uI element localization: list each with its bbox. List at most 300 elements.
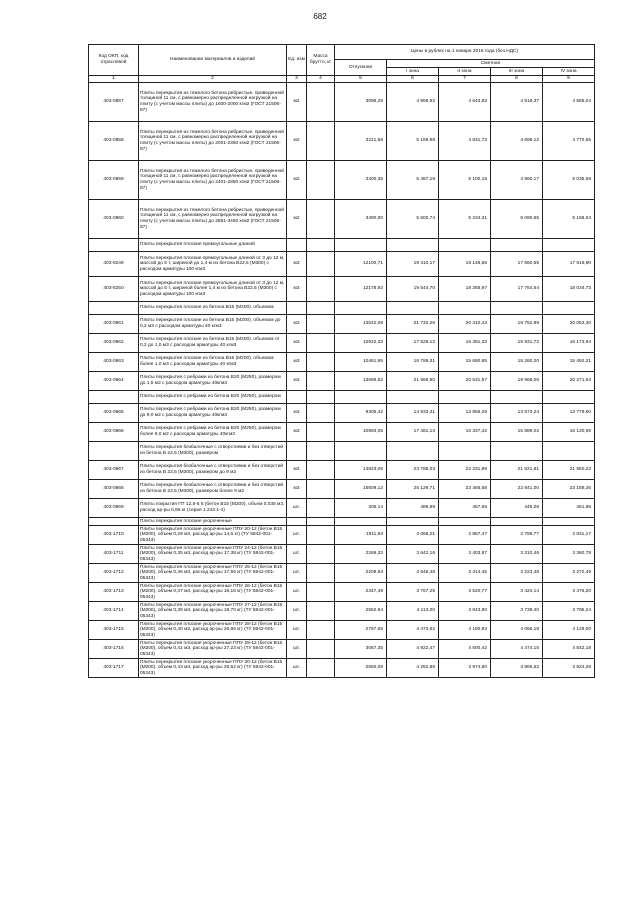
row-zone-4-price: 4 770,55 [543, 122, 595, 161]
row-release-price: 2562,94 [335, 602, 387, 621]
row-code: 403-1717 [89, 659, 139, 678]
row-zone-3-price: 3 738,40 [491, 602, 543, 621]
row-release-price: 13542,08 [335, 315, 387, 334]
row-zone-3-price: 4 518,37 [491, 83, 543, 122]
row-zone-3-price: 3 223,48 [491, 564, 543, 583]
table-row [89, 640, 595, 659]
row-code: 403-0864 [89, 372, 139, 391]
table-row [89, 564, 595, 583]
row-mass [307, 499, 335, 518]
row-zone-3-price: 15 260,20 [491, 353, 543, 372]
row-zone-4-price: 451,85 [543, 499, 595, 518]
row-unit: м3 [287, 480, 307, 499]
row-zone-4-price: 23 188,26 [543, 480, 595, 499]
row-zone-2-price: 15 690,85 [439, 353, 491, 372]
row-zone-4-price: 20 053,30 [543, 315, 595, 334]
header-zone-3: III зона [491, 68, 543, 76]
row-zone-2-price: 18 265,97 [439, 277, 491, 302]
row-code: 403-1716 [89, 640, 139, 659]
row-zone-4-price [543, 302, 595, 315]
row-zone-4-price [543, 442, 595, 461]
row-release-price: 12100,71 [335, 252, 387, 277]
row-zone-2-price: 457,65 [439, 499, 491, 518]
row-zone-3-price: 19 752,99 [491, 315, 543, 334]
row-unit: м3 [287, 353, 307, 372]
row-code: 403-8250 [89, 277, 139, 302]
row-zone-3-price: 4 699,12 [491, 122, 543, 161]
row-zone-4-price: 3 924,28 [543, 659, 595, 678]
row-mass [307, 526, 335, 545]
table-row [89, 83, 595, 122]
row-zone-2-price: 22 231,98 [439, 461, 491, 480]
row-zone-2-price: 20 310,43 [439, 315, 491, 334]
column-number: 6 [387, 76, 439, 83]
row-zone-3-price [491, 302, 543, 315]
row-mass [307, 391, 335, 404]
row-unit: м3 [287, 423, 307, 442]
column-number: 9 [543, 76, 595, 83]
row-zone-3-price: 4 474,15 [491, 640, 543, 659]
row-code [89, 239, 139, 252]
row-release-price [335, 302, 387, 315]
table-row [89, 545, 595, 564]
row-mass [307, 423, 335, 442]
row-code: 403-0859 [89, 161, 139, 200]
table-row [89, 621, 595, 640]
row-code: 403-0858 [89, 122, 139, 161]
row-release-price: 12178,92 [335, 277, 387, 302]
row-zone-1-price: 3 546,48 [387, 564, 439, 583]
row-zone-4-price: 4 585,04 [543, 83, 595, 122]
table-row [89, 404, 595, 423]
row-zone-2-price: 16 381,33 [439, 334, 491, 353]
group-header-row [89, 442, 595, 461]
row-mass [307, 353, 335, 372]
table-row [89, 602, 595, 621]
row-release-price: 3490,00 [335, 200, 387, 239]
row-code: 403-0863 [89, 353, 139, 372]
header-estimate-price: Сметная [387, 60, 595, 68]
row-release-price: 2269,33 [335, 545, 387, 564]
row-unit: шт. [287, 602, 307, 621]
row-zone-3-price: 3 310,46 [491, 545, 543, 564]
row-zone-4-price: 5 035,58 [543, 161, 595, 200]
row-mass [307, 564, 335, 583]
row-zone-2-price: 3 520,77 [439, 583, 491, 602]
row-zone-1-price: 5 457,19 [387, 161, 439, 200]
row-unit: шт. [287, 583, 307, 602]
row-name: Плиты перекрытия плоские укороченные ППУ 24-12 (бетон В15 (М200), объем 0,35 м3, расход ар-ры 17,38 кг) (ТУ 5842-001-05343) [139, 545, 287, 564]
row-code: 403-0865 [89, 404, 139, 423]
table-row [89, 499, 595, 518]
row-code: 403-0857 [89, 83, 139, 122]
row-zone-2-price: 4 600,42 [439, 640, 491, 659]
row-release-price [335, 442, 387, 461]
row-mass [307, 621, 335, 640]
row-release-price: 3221,58 [335, 122, 387, 161]
row-zone-3-price: 3 424,14 [491, 583, 543, 602]
row-zone-1-price: 21 968,90 [387, 372, 439, 391]
row-mass [307, 602, 335, 621]
row-zone-1-price: 5 169,98 [387, 122, 439, 161]
header-zone-1: I зона [387, 68, 439, 76]
row-zone-3-price: 15 889,02 [491, 423, 543, 442]
row-zone-1-price: 4 473,62 [387, 621, 439, 640]
row-unit: м2 [287, 200, 307, 239]
row-name: Плиты перекрытия плоские прямоугольные длиной от 3 до 12 м, массой до 5 т, шириной до 1,4 м из бетона В22,5 (М300) с расходом арматуры 100 кгм3 [139, 252, 287, 277]
row-zone-2-price: 2 867,47 [439, 526, 491, 545]
row-mass [307, 83, 335, 122]
row-mass [307, 461, 335, 480]
row-unit: м2 [287, 161, 307, 200]
row-name: Плиты перекрытия безбалочные с отверстиями и без отверстий из бетона В 22,5 (М300), размером [139, 442, 287, 461]
column-number: 8 [491, 76, 543, 83]
row-unit: шт. [287, 659, 307, 678]
row-unit [287, 239, 307, 252]
row-zone-4-price: 20 271,64 [543, 372, 595, 391]
row-release-price: 10922,33 [335, 334, 387, 353]
row-zone-1-price: 17 528,12 [387, 334, 439, 353]
row-zone-2-price: 4 831,73 [439, 122, 491, 161]
row-name: Плиты перекрытия плоские укороченные ППУ 30-12 (бетон В15 (М200), объем 0,43 м3, расход ар-ры 28,52 кг) (ТУ 5842-001-05343) [139, 659, 287, 678]
row-release-price: 3067,35 [335, 640, 387, 659]
column-number: 2 [139, 76, 287, 83]
row-zone-3-price: 17 764,64 [491, 277, 543, 302]
row-zone-3-price [491, 442, 543, 461]
row-zone-3-price: 19 968,06 [491, 372, 543, 391]
row-release-price [335, 239, 387, 252]
row-zone-1-price: 3 642,16 [387, 545, 439, 564]
row-zone-1-price: 489,69 [387, 499, 439, 518]
row-zone-1-price: 19 544,70 [387, 277, 439, 302]
row-unit: шт. [287, 545, 307, 564]
column-number-row [89, 76, 595, 83]
row-zone-1-price [387, 518, 439, 526]
row-mass [307, 239, 335, 252]
row-unit: шт. [287, 640, 307, 659]
page-number: 682 [313, 12, 327, 21]
table-row [89, 252, 595, 277]
row-name: Плиты перекрытия с ребрами из бетона В20 (М250), размером до 1,5 м2 с расходом арматуры 40кгм3 [139, 372, 287, 391]
row-zone-4-price [543, 391, 595, 404]
row-code: 403-0866 [89, 423, 139, 442]
row-zone-3-price: 3 865,52 [491, 659, 543, 678]
header-zone-2: II зона [439, 68, 491, 76]
row-unit: шт. [287, 621, 307, 640]
row-code: 403-0860 [89, 200, 139, 239]
row-unit [287, 302, 307, 315]
row-zone-2-price: 18 148,66 [439, 252, 491, 277]
row-zone-4-price: 2 831,17 [543, 526, 595, 545]
row-zone-2-price [439, 302, 491, 315]
row-zone-4-price: 13 779,60 [543, 404, 595, 423]
row-mass [307, 302, 335, 315]
row-zone-3-price: 13 573,24 [491, 404, 543, 423]
row-zone-4-price [543, 239, 595, 252]
row-code [89, 391, 139, 404]
row-release-price: 2787,65 [335, 621, 387, 640]
row-zone-1-price: 4 252,85 [387, 659, 439, 678]
table-row [89, 353, 595, 372]
row-zone-1-price: 23 788,03 [387, 461, 439, 480]
table-row [89, 122, 595, 161]
row-zone-1-price: 4 113,00 [387, 602, 439, 621]
table-row [89, 315, 595, 334]
row-mass [307, 252, 335, 277]
row-release-price: 1911,93 [335, 526, 387, 545]
group-header-row [89, 518, 595, 526]
row-mass [307, 659, 335, 678]
row-zone-1-price: 16 789,31 [387, 353, 439, 372]
row-zone-1-price: 17 481,13 [387, 423, 439, 442]
row-zone-4-price: 3 795,24 [543, 602, 595, 621]
row-name: Плиты перекрытия плоские укороченные ППУ 28-12 (бетон В15 (М200), объем 0,40 м3, расход ар-ры 26,86 кг) (ТУ 5842-001-05343) [139, 621, 287, 640]
row-code: 403-1714 [89, 602, 139, 621]
row-release-price: 2650,09 [335, 659, 387, 678]
row-zone-4-price: 16 130,59 [543, 423, 595, 442]
row-zone-2-price: 20 531,57 [439, 372, 491, 391]
row-zone-2-price: 23 485,58 [439, 480, 491, 499]
row-zone-2-price: 3 403,87 [439, 545, 491, 564]
row-mass [307, 315, 335, 334]
row-zone-1-price [387, 239, 439, 252]
row-zone-3-price: 21 621,81 [491, 461, 543, 480]
row-zone-1-price: 25 129,71 [387, 480, 439, 499]
table-row [89, 659, 595, 678]
row-zone-2-price: 3 974,60 [439, 659, 491, 678]
table-row [89, 372, 595, 391]
row-mass [307, 545, 335, 564]
row-unit [287, 391, 307, 404]
row-unit [287, 442, 307, 461]
row-code: 403-1713 [89, 583, 139, 602]
row-zone-3-price: 15 931,72 [491, 334, 543, 353]
row-zone-4-price: 21 950,23 [543, 461, 595, 480]
row-name: Плиты перекрытия плоские укороченные ППУ 25-12 (бетон В15 (М200), объем 0,36 м3, расход ар-ры 17,56 кг) (ТУ 5842-001-05343) [139, 564, 287, 583]
row-release-price: 3096,29 [335, 83, 387, 122]
row-zone-2-price: 4 180,93 [439, 621, 491, 640]
column-number: 7 [439, 76, 491, 83]
row-code: 403-1710 [89, 526, 139, 545]
header-name: Наименование материалов и изделий [139, 45, 287, 76]
header-mass: Масса брутто, кг [307, 45, 335, 76]
row-zone-4-price: 4 128,00 [543, 621, 595, 640]
row-name: Плиты покрытия ПТ 12,5-6 6 (бетон В15 (М200), объем 0,038 м3, расход ар-ры 0,86 кг (серия 1.243.1-4) [139, 499, 287, 518]
row-unit: м2 [287, 83, 307, 122]
row-zone-3-price: 4 960,17 [491, 161, 543, 200]
table-row [89, 583, 595, 602]
row-name: Плиты перекрытия из тяжелого бетона ребристые, приведенной толщиной 11 см, с равномерно распределенной нагрузкой на плиту (с учетом массы плиты) до 2001-2350 кгм2 (ГОСТ 21506-87) [139, 122, 287, 161]
row-mass [307, 161, 335, 200]
row-zone-3-price: 445,09 [491, 499, 543, 518]
row-zone-3-price: 17 660,55 [491, 252, 543, 277]
row-name: Плиты перекрытия с ребрами из бетона В20 (М250), размером [139, 391, 287, 404]
header-release-price: Отпускная [335, 60, 387, 76]
row-zone-1-price [387, 391, 439, 404]
row-zone-2-price [439, 239, 491, 252]
row-name: Плиты перекрытия плоские из бетона В15 (М200), объемом более 1,0 м3 с расходом арматуры 40 кгм3 [139, 353, 287, 372]
row-zone-2-price: 3 314,45 [439, 564, 491, 583]
group-header-row [89, 239, 595, 252]
row-name: Плиты перекрытия из тяжелого бетона ребристые, приведенной толщиной 11 см, с равномерно распределенной нагрузкой на плиту (с учетом массы плиты) до 1600-2000 кгм2 (ГОСТ 21506-87) [139, 83, 287, 122]
row-release-price: 10461,95 [335, 353, 387, 372]
header-code: Код ОКП, код отраслевой [89, 45, 139, 76]
row-unit: м3 [287, 372, 307, 391]
row-name: Плиты перекрытия плоские из бетона В15 (М200), объемом до 0,2 м3 с расходом арматуры 40 кгм3 [139, 315, 287, 334]
row-name: Плиты перекрытия из тяжелого бетона ребристые, приведенной толщиной 11 см, с равномерно распределенной нагрузкой на плиту (с учетом массы плиты) до 2401-2850 кгм2 (ГОСТ 21506-87) [139, 161, 287, 200]
column-number: 5 [335, 76, 387, 83]
row-zone-3-price: 4 066,18 [491, 621, 543, 640]
row-unit: шт. [287, 526, 307, 545]
row-code: 403-0869 [89, 499, 139, 518]
row-release-price: 2209,93 [335, 564, 387, 583]
row-release-price: 14823,06 [335, 461, 387, 480]
row-zone-1-price: 5 600,74 [387, 200, 439, 239]
row-mass [307, 122, 335, 161]
row-zone-3-price [491, 239, 543, 252]
row-mass [307, 583, 335, 602]
row-zone-1-price: 19 410,17 [387, 252, 439, 277]
row-release-price [335, 391, 387, 404]
row-zone-3-price [491, 391, 543, 404]
row-name: Плиты перекрытия плоские прямоугольные длиной [139, 239, 287, 252]
row-code [89, 302, 139, 315]
row-zone-4-price: 3 476,20 [543, 583, 595, 602]
row-release-price: 9305,42 [335, 404, 387, 423]
row-mass [307, 442, 335, 461]
table-row [89, 526, 595, 545]
row-code: 403-0868 [89, 480, 139, 499]
row-mass [307, 480, 335, 499]
row-unit: м3 [287, 461, 307, 480]
row-name: Плиты перекрытия плоские укороченные ППУ 20-12 (бетон В15 (М200), объем 0,29 м3, расход ар-ры 14,6 кг) (ТУ 5842-001-05343) [139, 526, 287, 545]
row-zone-4-price [543, 518, 595, 526]
row-mass [307, 277, 335, 302]
table-row [89, 161, 595, 200]
row-code [89, 518, 139, 526]
row-name: Плиты перекрытия безбалочные с отверстиями и без отверстий из бетона В 22,5 (М300), размером до 9 м2 [139, 461, 287, 480]
row-zone-3-price: 22 841,00 [491, 480, 543, 499]
row-zone-1-price: 14 933,31 [387, 404, 439, 423]
row-zone-1-price: 4 968,92 [387, 83, 439, 122]
row-zone-4-price: 15 492,21 [543, 353, 595, 372]
row-unit: м2 [287, 122, 307, 161]
row-unit: м3 [287, 404, 307, 423]
row-zone-2-price: 13 956,29 [439, 404, 491, 423]
row-release-price: 3400,35 [335, 161, 387, 200]
row-zone-4-price: 4 542,18 [543, 640, 595, 659]
table-row [89, 200, 595, 239]
row-unit [287, 518, 307, 526]
row-code: 403-0867 [89, 461, 139, 480]
row-zone-2-price [439, 518, 491, 526]
column-number: 1 [89, 76, 139, 83]
row-name: Плиты перекрытия плоские прямоугольные длиной от 3 до 12 м, массой до 5 т, шириной более 1,4 м из бетона В22,5 (М300) с расходом арматуры 100 кгм3 [139, 277, 287, 302]
row-name: Плиты перекрытия из тяжелого бетона ребристые, приведенной толщиной 11 см, с равномерно распределенной нагрузкой на плиту (с учетом массы плиты) до 2851-3450 кгм2 (ГОСТ 21506-87) [139, 200, 287, 239]
header-zone-4: IV зона [543, 68, 595, 76]
row-release-price: 305,14 [335, 499, 387, 518]
row-code: 403-1712 [89, 564, 139, 583]
price-table [88, 44, 595, 678]
row-zone-2-price: 16 337,42 [439, 423, 491, 442]
row-code: 403-8249 [89, 252, 139, 277]
row-zone-2-price [439, 391, 491, 404]
row-zone-1-price: 21 732,26 [387, 315, 439, 334]
row-zone-2-price: 5 234,31 [439, 200, 491, 239]
row-mass [307, 334, 335, 353]
row-zone-4-price: 17 918,90 [543, 252, 595, 277]
row-name: Плиты перекрытия плоские из бетона В15 (М200), объемом от 0,2 до 1,0 м3 с расходом арматуры 40 кгм3 [139, 334, 287, 353]
table-row [89, 480, 595, 499]
header-price-group: Цены в рублях на 1 января 2016 года (без НДС) [335, 45, 595, 60]
row-zone-4-price: 18 034,73 [543, 277, 595, 302]
row-zone-4-price: 16 173,94 [543, 334, 595, 353]
row-zone-1-price: 3 767,25 [387, 583, 439, 602]
header-unit: Ед. изм [287, 45, 307, 76]
row-unit: шт. [287, 564, 307, 583]
row-name: Плиты перекрытия плоские укороченные [139, 518, 287, 526]
row-mass [307, 518, 335, 526]
row-unit: м3 [287, 334, 307, 353]
row-name: Плиты перекрытия безбалочные с отверстиями и без отверстий из бетона В 22,5 (М300), размером более 9 м2 [139, 480, 287, 499]
row-code [89, 442, 139, 461]
column-number: 3 [287, 76, 307, 83]
row-mass [307, 200, 335, 239]
row-mass [307, 640, 335, 659]
row-zone-1-price [387, 442, 439, 461]
row-release-price [335, 518, 387, 526]
group-header-row [89, 302, 595, 315]
row-zone-4-price: 3 360,78 [543, 545, 595, 564]
row-mass [307, 404, 335, 423]
row-zone-1-price: 4 922,47 [387, 640, 439, 659]
group-header-row [89, 391, 595, 404]
row-name: Плиты перекрытия плоские укороченные ППУ 26-12 (бетон В15 (М200), объем 0,37 м3, расход ар-ры 18,16 кг) (ТУ 5842-001-05343) [139, 583, 287, 602]
row-zone-2-price: 3 843,90 [439, 602, 491, 621]
table-row [89, 334, 595, 353]
row-release-price: 15609,12 [335, 480, 387, 499]
row-code: 403-0862 [89, 334, 139, 353]
row-code: 403-0861 [89, 315, 139, 334]
row-zone-4-price: 5 168,04 [543, 200, 595, 239]
row-zone-3-price: 5 090,65 [491, 200, 543, 239]
row-zone-2-price [439, 442, 491, 461]
row-unit: м3 [287, 252, 307, 277]
row-name: Плиты перекрытия плоские укороченные ППУ 27-12 (бетон В15 (М200), объем 0,39 м3, расход ар-ры 18,70 кг) (ТУ 5842-001-05343) [139, 602, 287, 621]
table-row [89, 277, 595, 302]
row-mass [307, 372, 335, 391]
row-unit: шт. [287, 499, 307, 518]
row-code: 403-1715 [89, 621, 139, 640]
row-release-price: 2347,49 [335, 583, 387, 602]
row-zone-1-price: 3 068,21 [387, 526, 439, 545]
row-zone-3-price [491, 518, 543, 526]
table-row [89, 423, 595, 442]
row-zone-4-price: 3 272,49 [543, 564, 595, 583]
row-zone-2-price: 5 100,15 [439, 161, 491, 200]
column-number: 4 [307, 76, 335, 83]
row-name: Плиты перекрытия с ребрами из бетона В20 (М250), размером более 9,0 м2 с расходом арматуры 40кгм3 [139, 423, 287, 442]
row-unit: м3 [287, 277, 307, 302]
row-zone-2-price: 4 643,83 [439, 83, 491, 122]
row-zone-1-price [387, 302, 439, 315]
row-name: Плиты перекрытия с ребрами из бетона В20 (М250), размером до 9,0 м2 с расходом арматуры 40кгм3 [139, 404, 287, 423]
table-row [89, 461, 595, 480]
row-code: 403-1711 [89, 545, 139, 564]
row-zone-3-price: 2 788,77 [491, 526, 543, 545]
row-release-price: 10893,05 [335, 423, 387, 442]
row-name: Плиты перекрытия плоские укороченные ППУ 29-12 (бетон В15 (М200), объем 0,41 м3, расход ар-ры 27,23 кг) (ТУ 5842-001-05343) [139, 640, 287, 659]
